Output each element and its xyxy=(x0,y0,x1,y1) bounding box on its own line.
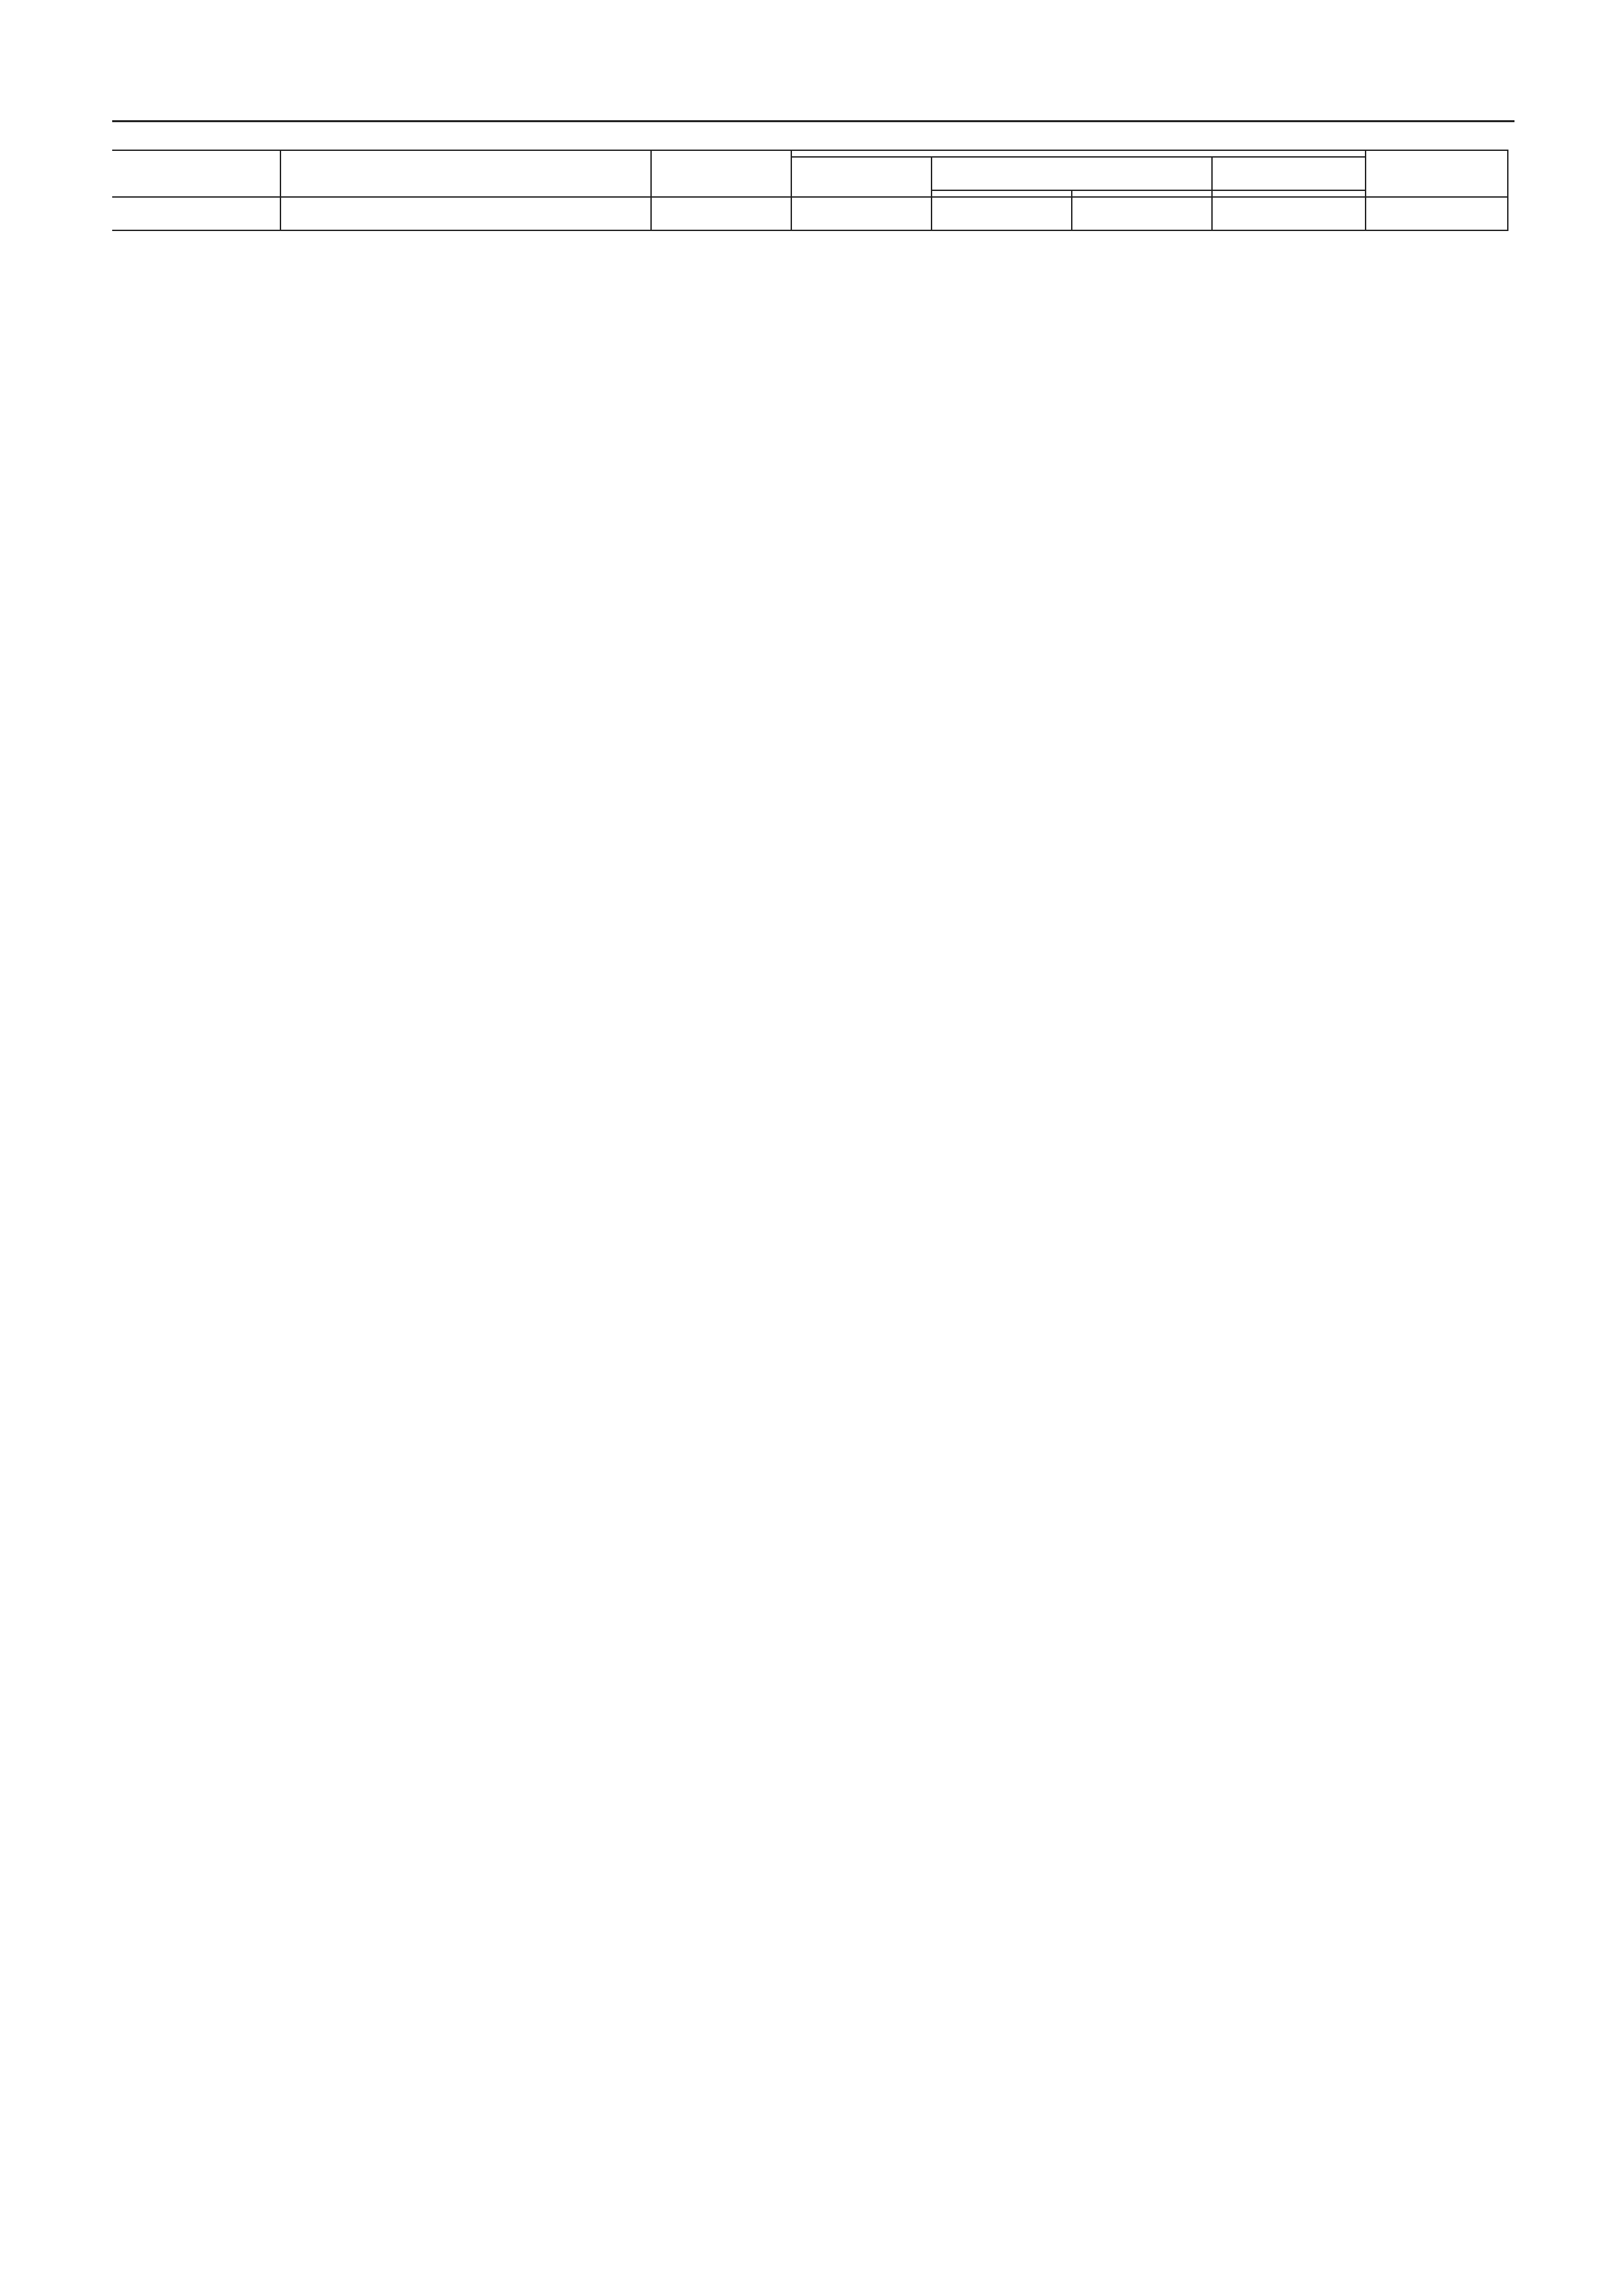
hdr-wages xyxy=(791,157,932,197)
hdr-direct xyxy=(651,150,791,197)
hdr-idx xyxy=(280,197,651,230)
hdr-mat-sub xyxy=(1212,190,1366,197)
hdr-idx xyxy=(791,197,932,230)
hdr-idx xyxy=(112,197,280,230)
hdr-codes xyxy=(112,150,280,197)
hdr-idx xyxy=(1072,197,1212,230)
hdr-materials xyxy=(1212,157,1366,190)
column-header-table xyxy=(112,150,1508,231)
hdr-mach-wages xyxy=(1072,190,1212,197)
hdr-incl xyxy=(791,150,1366,157)
hdr-labor xyxy=(1366,150,1508,197)
header-rule xyxy=(112,120,1514,122)
hdr-idx xyxy=(651,197,791,230)
hdr-mach-total xyxy=(932,190,1072,197)
hdr-idx xyxy=(1212,197,1366,230)
hdr-name xyxy=(280,150,651,197)
hdr-idx xyxy=(932,197,1072,230)
hdr-machines xyxy=(932,157,1212,190)
column-header-block xyxy=(112,150,1508,231)
hdr-idx xyxy=(1366,197,1508,230)
